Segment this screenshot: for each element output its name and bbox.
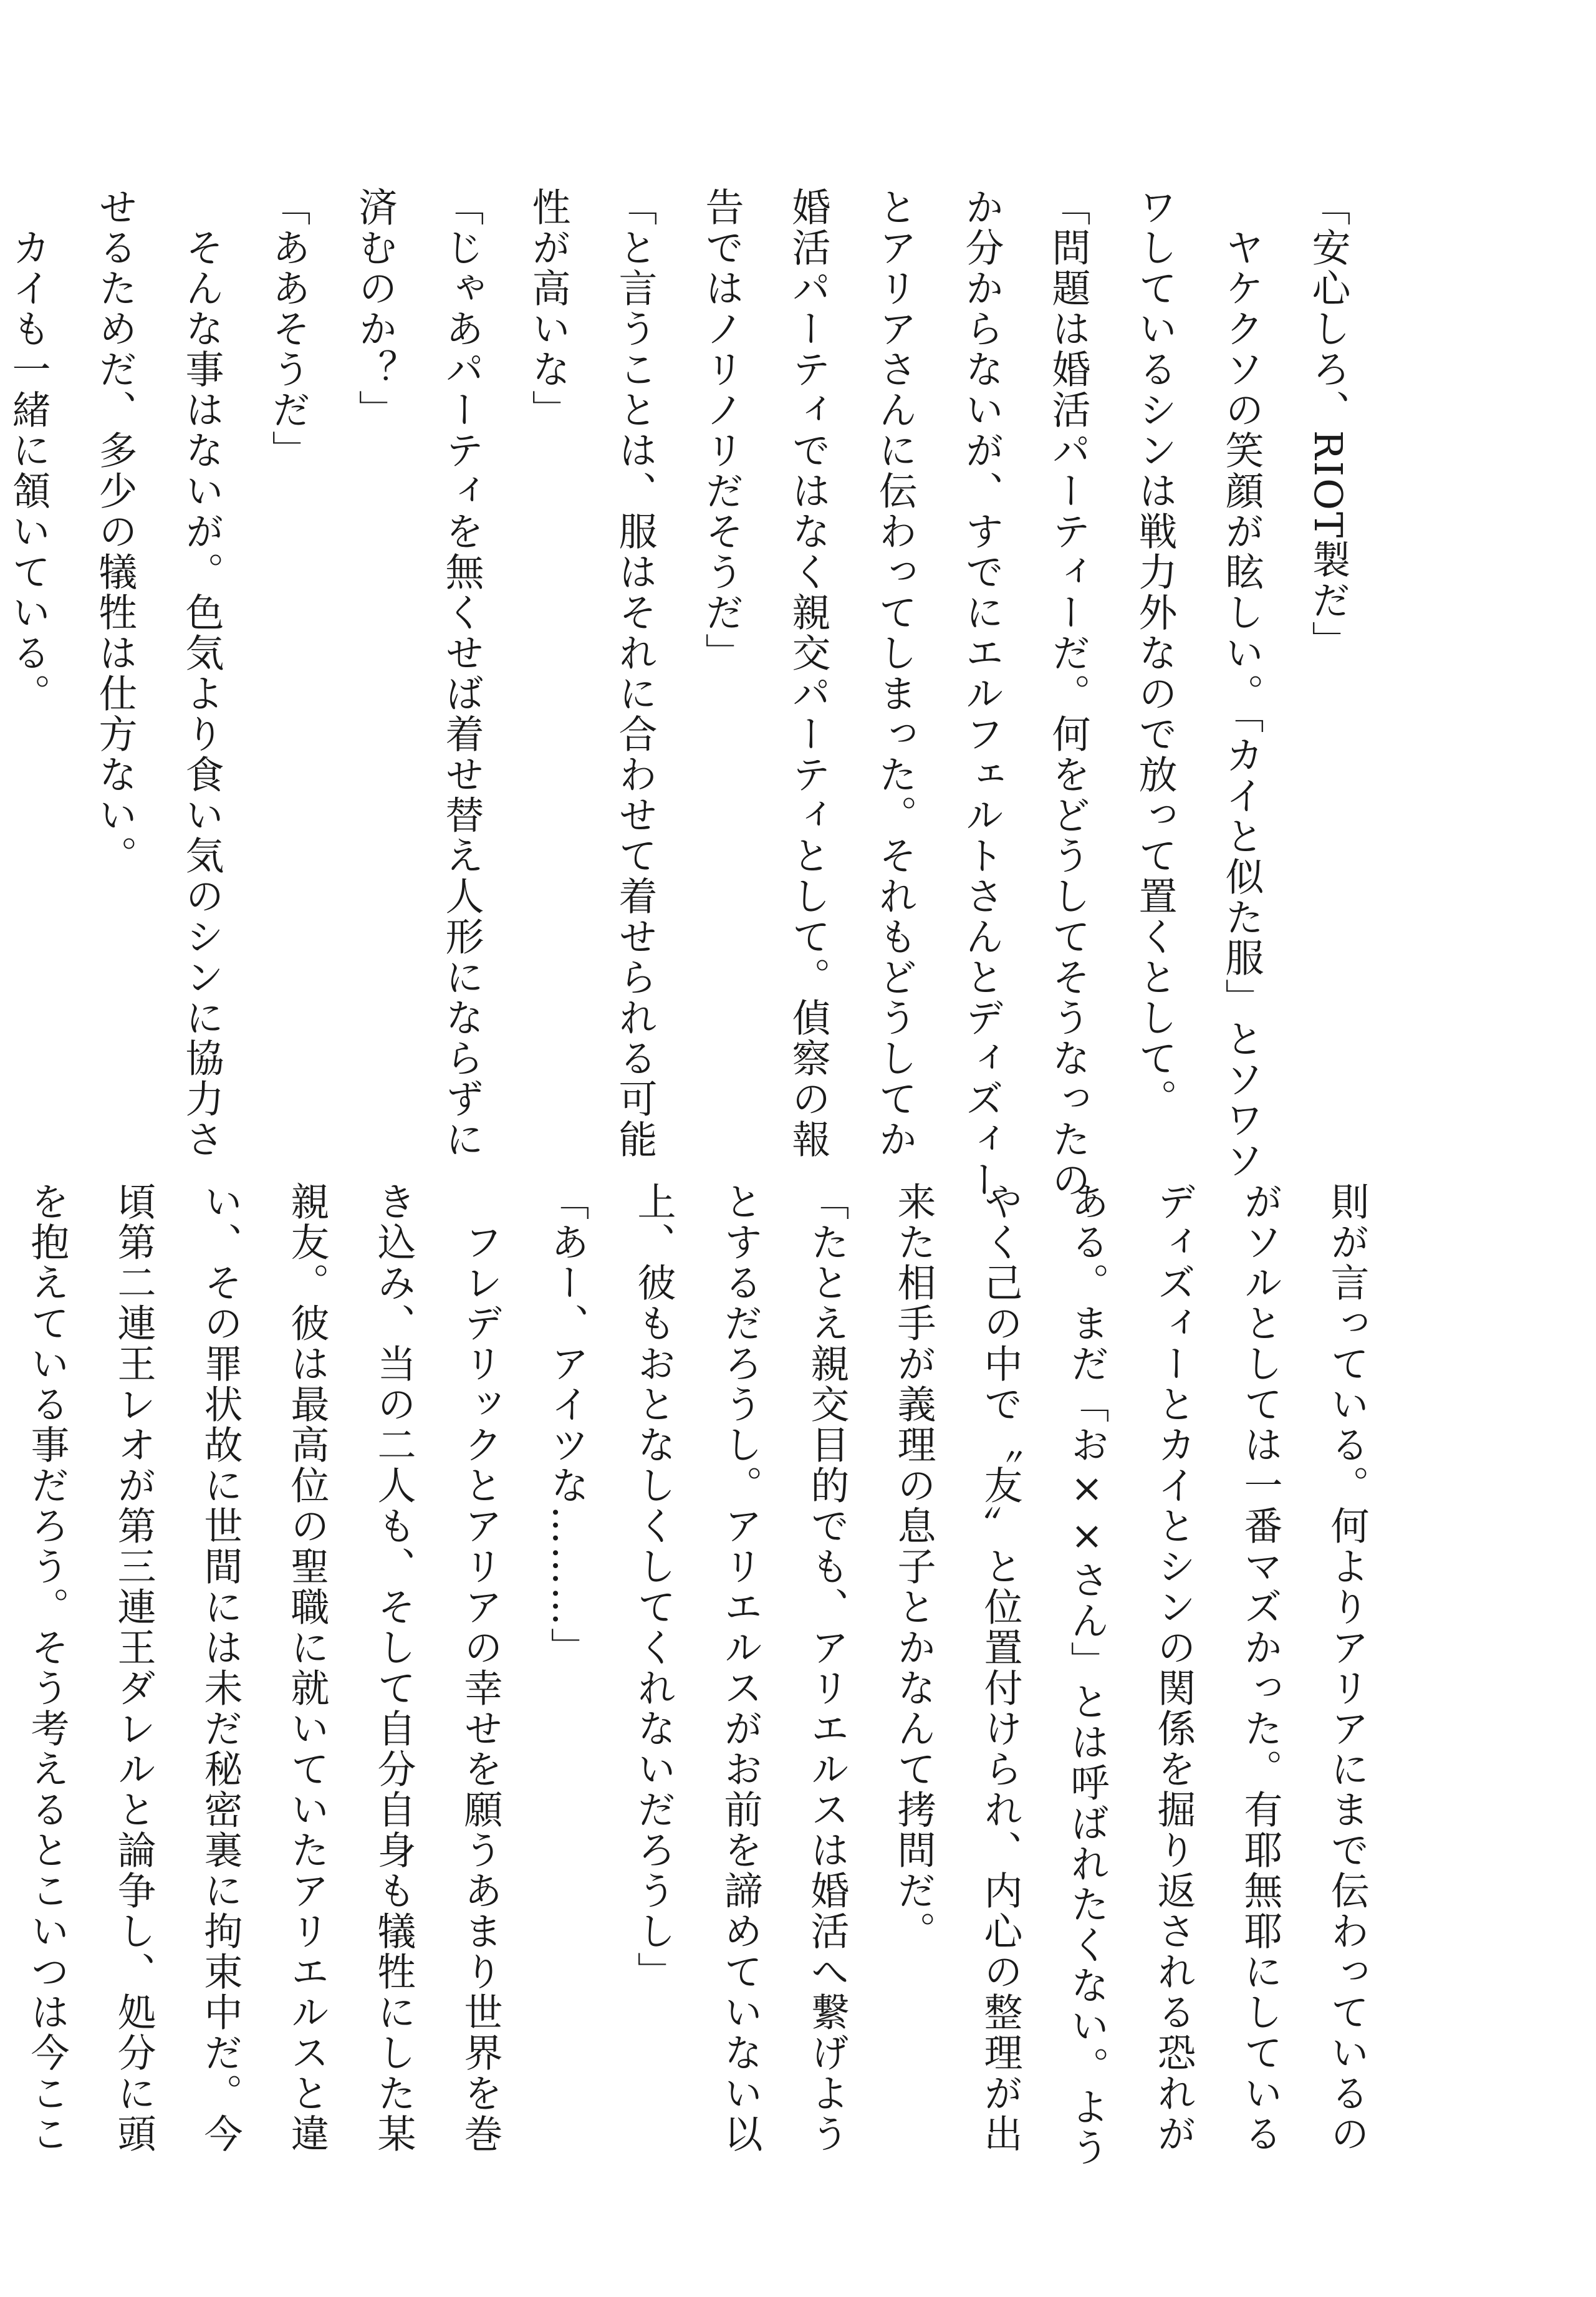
text-block-top	[6, 187, 1372, 1200]
text-line: 「たとえ親交目的でも、アリエルスは婚活へ繋げよう	[804, 1182, 850, 2154]
text-line: か分からないが、すでにエルフェルトさんとディズィー	[959, 187, 1004, 1200]
text-line: がソルとしては一番マズかった。有耶無耶にしている	[1238, 1182, 1283, 2154]
text-line: フレデリックとアリアの幸せを願うあまり世界を巻	[458, 1182, 503, 2154]
text-line: 婚活パーティではなく親交パーティとして。偵察の報	[786, 187, 831, 1160]
text-line: 済むのか？」	[352, 187, 398, 430]
text-line: 「じゃあパーティを無くせば着せ替え人形にならずに	[439, 187, 484, 1160]
text-line: 「問題は婚活パーティーだ。何をどうしてそうなったの	[1046, 187, 1091, 1200]
text-line: せるためだ、多少の犠牲は仕方ない。	[92, 187, 138, 876]
text-line: 来た相手が義理の息子とかなんて拷問だ。	[891, 1182, 936, 1952]
text-line: とするだろうし。アリエルスがお前を諦めていない以	[718, 1182, 763, 2154]
text-line: を抱えている事だろう。そう考えるとこいつは今ここ	[24, 1182, 70, 2154]
text-line: い、その罪状故に世間には未だ秘密裏に拘束中だ。今	[198, 1182, 243, 2154]
text-line: やく己の中で〝友〟と位置付けられ、内心の整理が出	[978, 1182, 1023, 2154]
text-line: とアリアさんに伝わってしまった。それもどうしてか	[872, 187, 918, 1160]
text-line: ヤケクソの笑顔が眩しい。「カイと似た服」とソワソ	[1219, 187, 1264, 1181]
text-line: カイも一緒に頷いている。	[6, 187, 51, 714]
text-line: ワしているシンは戦力外なので放って置くとして。	[1132, 187, 1178, 1119]
text-line: 上、彼もおとなしくしてくれないだろうし」	[631, 1182, 676, 1992]
text-line: そんな事はないが。色気より食い気のシンに協力さ	[179, 187, 224, 1160]
text-line: ディズィーとカイとシンの関係を掘り返される恐れが	[1151, 1182, 1196, 2154]
text-line: 「と言うことは、服はそれに合わせて着せられる可能	[612, 187, 658, 1160]
text-line: 「ああそうだ」	[266, 187, 311, 471]
text-line: 性が高いな」	[526, 187, 571, 430]
text-line: 親友。彼は最高位の聖職に就いていたアリエルスと違	[284, 1182, 330, 2154]
text-line: 則が言っている。何よりアリアにまで伝わっているの	[1324, 1182, 1370, 2154]
text-line: 告ではノリノリだそうだ」	[699, 187, 744, 673]
text-line: 「あー、アイツな………」	[544, 1182, 590, 1668]
text-line: き込み、当の二人も、そして自分自身も犠牲にした某	[371, 1182, 416, 2154]
text-line: ある。まだ「お××さん」とは呼ばれたくない。よう	[1064, 1182, 1110, 2168]
text-line: 「安心しろ、RIOT製だ」	[1305, 187, 1351, 662]
text-block-bottom	[24, 1182, 1390, 2168]
text-line: 頃第二連王レオが第三連王ダレルと論争し、処分に頭	[111, 1182, 156, 2154]
